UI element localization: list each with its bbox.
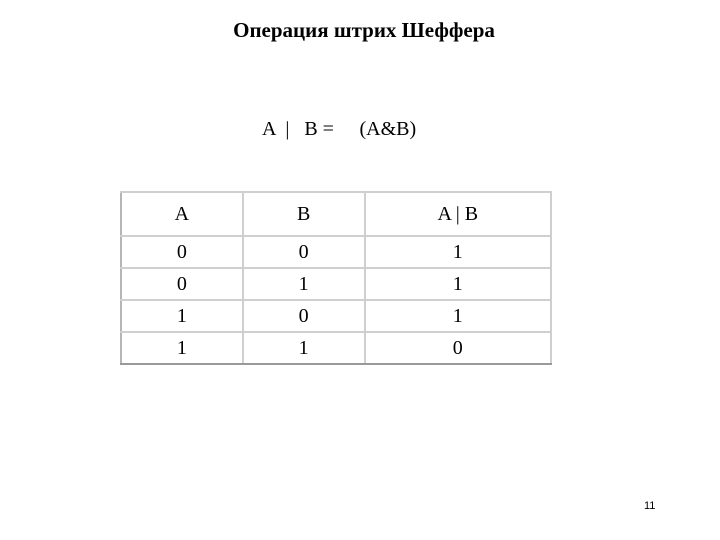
cell-result: 1: [365, 268, 551, 300]
cell-b: 1: [243, 332, 365, 364]
truth-table: [120, 191, 552, 365]
cell-a: 1: [121, 332, 243, 364]
cell-b: 0: [243, 236, 365, 268]
cell-result: 1: [365, 300, 551, 332]
slide-title: Операция штрих Шеффера: [233, 18, 495, 42]
table-header-row: [121, 192, 551, 236]
sheffer-formula: A | B = (A&B): [262, 118, 406, 140]
cell-a: 1: [121, 300, 243, 332]
header-a: A: [121, 192, 243, 236]
table-row: [121, 268, 551, 300]
table-row: [121, 300, 551, 332]
cell-result: 0: [365, 332, 551, 364]
cell-result: 1: [365, 236, 551, 268]
cell-b: 0: [243, 300, 365, 332]
cell-b: 1: [243, 268, 365, 300]
header-a-stroke-b: A | B: [365, 192, 551, 236]
header-b: B: [243, 192, 365, 236]
cell-a: 0: [121, 268, 243, 300]
table-row: [121, 332, 551, 364]
page-number: 11: [644, 500, 656, 512]
cell-a: 0: [121, 236, 243, 268]
table-row: [121, 236, 551, 268]
